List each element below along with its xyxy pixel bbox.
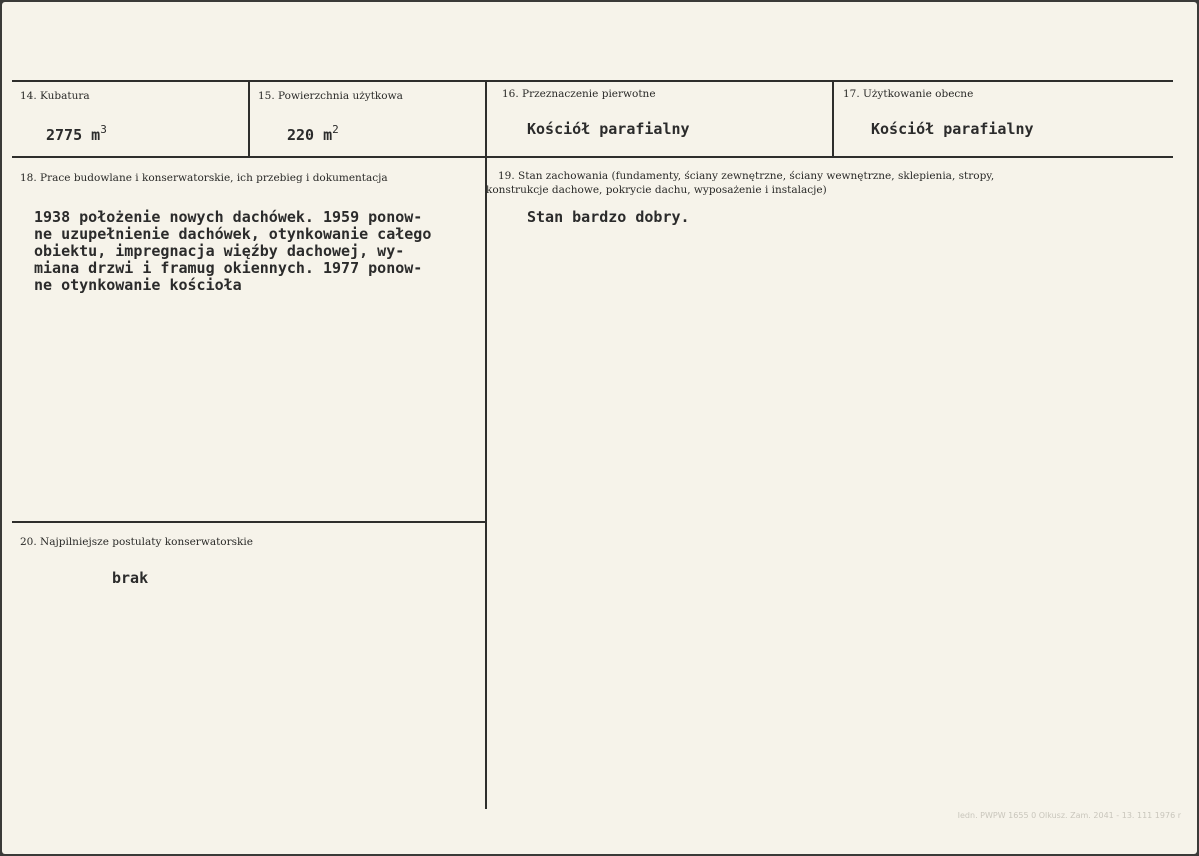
row1-bottom-rule — [12, 156, 1173, 158]
print-info: Iedn. PWPW 1655 0 Olkusz. Zam. 2041 - 13. 111 1976 r — [957, 811, 1181, 820]
prace-line: ne uzupełnienie dachówek, otynkowanie całego — [34, 225, 432, 243]
przeznaczenie-value: Kościół parafialny — [527, 120, 690, 138]
kubatura-label: 14. Kubatura — [20, 90, 90, 102]
kubatura-exponent: 3 — [100, 123, 107, 136]
stan-label-line2: konstrukcje dachowe, pokrycie dachu, wyposażenie i instalacje) — [486, 184, 827, 196]
prace-line: obiektu, impregnacja więźby dachowej, wy- — [34, 242, 405, 260]
section18-bottom-rule — [12, 521, 485, 523]
prace-label: 18. Prace budowlane i konserwatorskie, ich przebieg i dokumentacja — [20, 172, 388, 184]
prace-line: miana drzwi i framug okiennych. 1977 ponow- — [34, 259, 423, 277]
divider-14-15 — [248, 81, 250, 157]
record-card — [2, 2, 1197, 854]
kubatura-number: 2775 m — [46, 126, 101, 144]
powierzchnia-value — [287, 121, 339, 144]
top-rule — [12, 80, 1173, 82]
uzytkowanie-value: Kościół parafialny — [871, 120, 1034, 138]
stan-label-line1: 19. Stan zachowania (fundamenty, ściany zewnętrzne, ściany wewnętrzne, sklepienia, stropy, — [498, 170, 995, 182]
prace-text — [34, 209, 431, 294]
uzytkowanie-label: 17. Użytkowanie obecne — [843, 88, 974, 100]
przeznaczenie-label: 16. Przeznaczenie pierwotne — [502, 88, 656, 100]
powierzchnia-exponent: 2 — [332, 123, 339, 136]
powierzchnia-number: 220 m — [287, 126, 333, 144]
kubatura-value — [46, 121, 107, 144]
prace-line: 1938 położenie nowych dachówek. 1959 ponow- — [34, 208, 423, 226]
powierzchnia-label: 15. Powierzchnia użytkowa — [258, 90, 403, 102]
postulaty-label: 20. Najpilniejsze postulaty konserwatorskie — [20, 536, 253, 548]
postulaty-value: brak — [112, 569, 149, 587]
prace-line: ne otynkowanie kościoła — [34, 276, 242, 294]
stan-value: Stan bardzo dobry. — [527, 208, 690, 226]
divider-16-17 — [832, 81, 834, 157]
